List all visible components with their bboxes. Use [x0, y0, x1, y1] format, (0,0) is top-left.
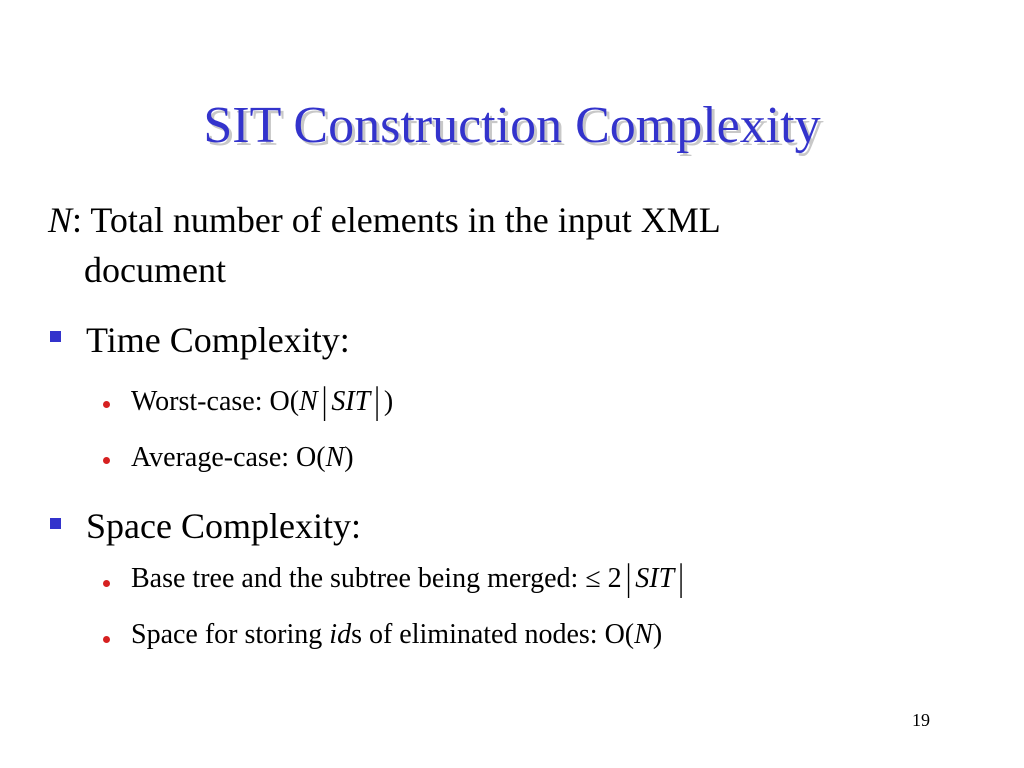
- item-worst-case: [131, 380, 394, 423]
- bullet-time-complexity: Time Complexity:: [86, 320, 350, 360]
- item-text-end: ): [344, 442, 354, 473]
- bullet-space-complexity: Space Complexity:: [86, 506, 361, 546]
- intro-text-wrap: document: [84, 250, 226, 290]
- item-space-ids: [131, 621, 662, 649]
- math-sit: SIT: [635, 563, 675, 594]
- item-text-mid: s of eliminated nodes: O(: [351, 619, 635, 650]
- round-bullet-icon: [103, 636, 110, 643]
- item-text-end: ): [652, 619, 663, 650]
- math-n: N: [299, 386, 318, 417]
- square-bullet-icon: [50, 518, 61, 529]
- round-bullet-icon: [103, 401, 110, 408]
- math-n: N: [325, 442, 345, 473]
- intro-text: : Total number of elements in the input XML: [72, 200, 721, 240]
- item-text: Worst-case: O(: [131, 386, 300, 417]
- item-text: Space for storing: [131, 619, 330, 650]
- round-bullet-icon: [103, 580, 110, 587]
- slide-title: SIT Construction Complexity: [203, 97, 821, 154]
- math-sit: SIT: [331, 386, 371, 417]
- item-text: Base tree and the subtree being merged: ≤ 2: [131, 563, 622, 594]
- square-bullet-icon: [50, 331, 61, 342]
- abs-bar-right: |: [678, 557, 684, 600]
- intro-line: [48, 202, 948, 288]
- round-bullet-icon: [103, 457, 110, 464]
- item-text-end: ): [383, 386, 394, 417]
- item-average-case: [131, 444, 354, 472]
- abs-bar-right: |: [374, 380, 380, 423]
- abs-bar-left: |: [625, 557, 632, 600]
- math-n: N: [634, 619, 653, 650]
- item-base-tree: [131, 557, 688, 600]
- abs-bar-left: |: [321, 380, 328, 423]
- intro-variable: N: [48, 200, 73, 240]
- math-id: id: [329, 619, 352, 650]
- page-number: 19: [912, 710, 930, 730]
- item-text: Average-case: O(: [131, 442, 326, 473]
